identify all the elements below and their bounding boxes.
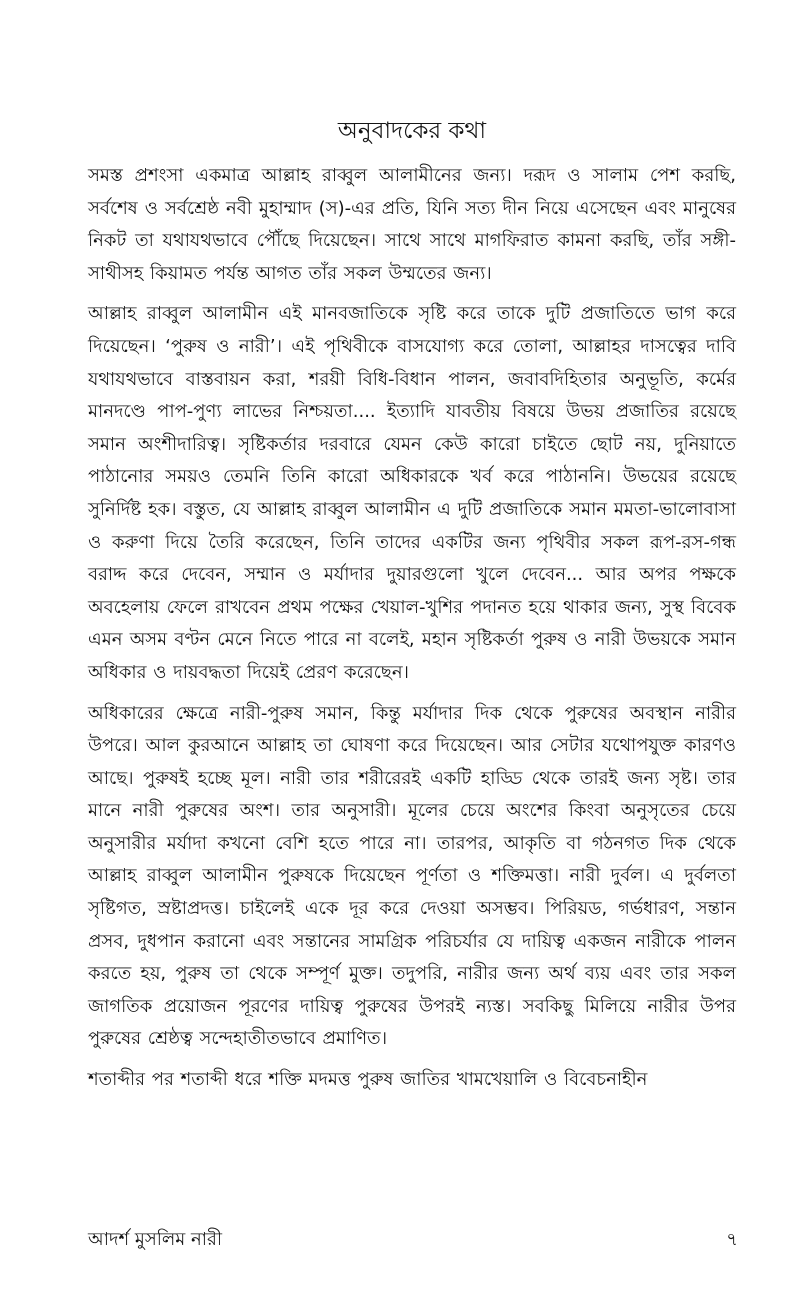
paragraph-1: সমস্ত প্রশংসা একমাত্র আল্লাহ রাব্বুল আলামীনের জন্য। দরূদ ও সালাম পেশ করছি, সর্বশেষ ও সর্বশ্রেষ্ঠ নবী মুহাম্মাদ (স)-এর প্রতি, যিনি সত্য দীন নিয়ে এসেছেন এবং মানুষের নিকট তা যথাযথভাবে পৌঁছে দিয়েছেন। সাথে সাথে মাগফিরাত কামনা করছি, তাঁর সঙ্গী-সাথীসহ কিয়ামত পর্যন্ত আগত তাঁর সকল উম্মতের জন্য। bbox=[88, 165, 736, 284]
chapter-title: অনুবাদকের কথা bbox=[337, 118, 487, 144]
body-text bbox=[88, 160, 736, 1105]
page-number: ৭ bbox=[726, 1229, 738, 1250]
paragraph-4: শতাব্দীর পর শতাব্দী ধরে শক্তি মদমত্ত পুরুষ জাতির খামখেয়ালি ও বিবেচনাহীন bbox=[88, 1069, 648, 1091]
book-page bbox=[88, 0, 736, 1305]
page-footer bbox=[88, 1225, 736, 1255]
paragraph-2: আল্লাহ রাব্বুল আলামীন এই মানবজাতিকে সৃষ্টি করে তাকে দুটি প্রজাতিতে ভাগ করে দিয়েছেন। ‘পুরুষ ও নারী’। এই পৃথিবীকে বাসযোগ্য করে তোলা, আল্লাহর দাসত্বের দাবি যথাযথভাবে বাস্তবায়ন করা, শরয়ী বিধি-বিধান পালন, জবাবদিহিতার অনুভূতি, কর্মের মানদণ্ডে পাপ-পুণ্য লাভের নিশ্চয়তা.... ইত্যাদি যাবতীয় বিষয়ে উভয় প্রজাতির রয়েছে সমান অংশীদারিত্ব। সৃষ্টিকর্তার দরবারে যেমন কেউ কারো চাইতে ছোট নয়, দুনিয়াতে পাঠানোর সময়ও তেমনি তিনি কারো অধিকারকে খর্ব করে পাঠাননি। উভয়ের রয়েছে সুনির্দিষ্ট হক। বস্তুত, যে আল্লাহ রাব্বুল আলামীন এ দুটি প্রজাতিকে সমান মমতা-ভালোবাসা ও করুণা দিয়ে তৈরি করেছেন, তিনি তাদের একটির জন্য পৃথিবীর সকল রূপ-রস-গন্ধ বরাদ্দ করে দেবেন, সম্মান ও মর্যাদার দুয়ারগুলো খুলে দেবেন... আর অপর পক্ষকে অবহেলায় ফেলে রাখবেন প্রথম পক্ষের খেয়াল-খুশির পদানত হয়ে থাকার জন্য, সুস্থ বিবেক এমন অসম বণ্টন মেনে নিতে পারে না বলেই, মহান সৃষ্টিকর্তা পুরুষ ও নারী উভয়কে সমান অধিকার ও দায়বদ্ধতা দিয়েই প্রেরণ করেছেন। bbox=[88, 303, 736, 683]
paragraph-3: অধিকারের ক্ষেত্রে নারী-পুরুষ সমান, কিন্তু মর্যাদার দিক থেকে পুরুষের অবস্থান নারীর উপরে। আল কুরআনে আল্লাহ তা ঘোষণা করে দিয়েছেন। আর সেটার যথোপযুক্ত কারণও আছে। পুরুষই হচ্ছে মূল। নারী তার শরীরেরই একটি হাড্ডি থেকে তারই জন্য সৃষ্ট। তার মানে নারী পুরুষের অংশ। তার অনুসারী। মূলের চেয়ে অংশের কিংবা অনুসৃতের চেয়ে অনুসারীর মর্যাদা কখনো বেশি হতে পারে না। তারপর, আকৃতি বা গঠনগত দিক থেকে আল্লাহ রাব্বুল আলামীন পুরুষকে দিয়েছেন পূর্ণতা ও শক্তিমত্তা। নারী দুর্বল। এ দুর্বলতা সৃষ্টিগত, স্রষ্টাপ্রদত্ত। চাইলেই একে দূর করে দেওয়া অসম্ভব। পিরিয়ড, গর্ভধারণ, সন্তান প্রসব, দুধপান করানো এবং সন্তানের সামগ্রিক পরিচর্যার যে দায়িত্ব একজন নারীকে পালন করতে হয়, পুরুষ তা থেকে সম্পূর্ণ মুক্ত। তদুপরি, নারীর জন্য অর্থ ব্যয় এবং তার সকল জাগতিক প্রয়োজন পূরণের দায়িত্ব পুরুষের উপরই ন্যস্ত। সবকিছু মিলিয়ে নারীর উপর পুরুষের শ্রেষ্ঠত্ব সন্দেহাতীতভাবে প্রমাণিত। bbox=[88, 702, 736, 1050]
running-footer-book-title: আদর্শ মুসলিম নারী bbox=[88, 1229, 223, 1250]
